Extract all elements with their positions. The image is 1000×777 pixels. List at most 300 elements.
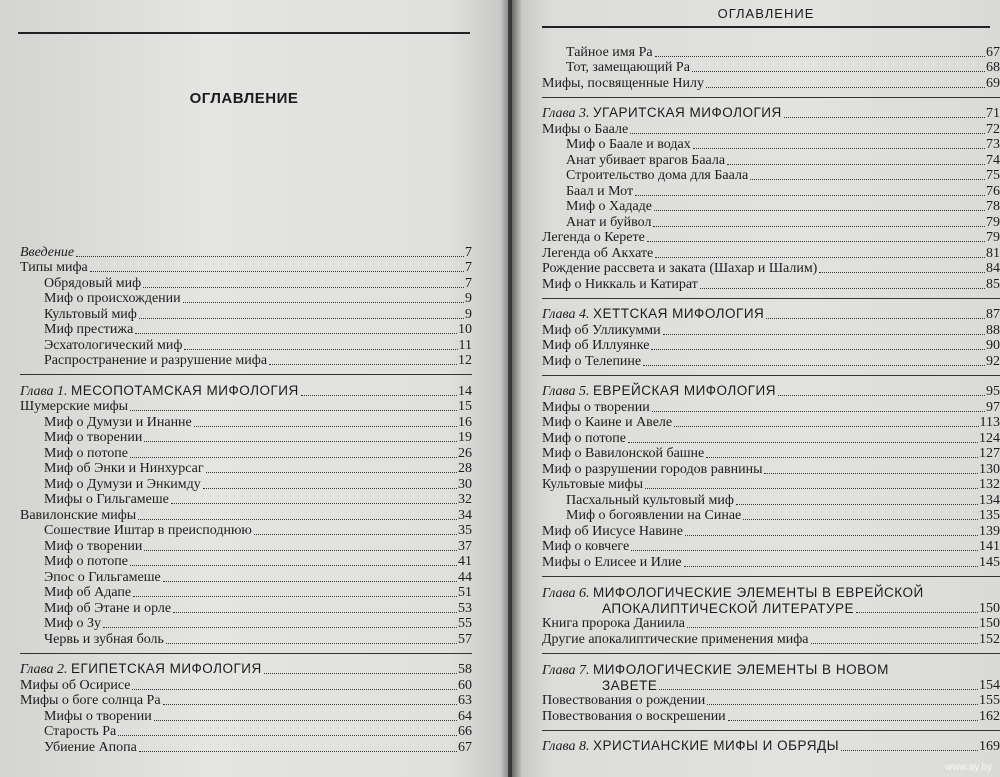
entry-title: Мифы об Осирисе bbox=[20, 677, 131, 693]
page-number: 69 bbox=[986, 75, 1000, 91]
entry-title: Миф о потопе bbox=[44, 445, 128, 461]
chapter-label: Глава 3. bbox=[542, 106, 590, 121]
page-number: 44 bbox=[458, 569, 472, 585]
entry-title: Миф об Энки и Нинхурсаг bbox=[44, 461, 204, 476]
dot-leader bbox=[269, 364, 457, 365]
chapter-divider bbox=[542, 97, 1000, 98]
chapter-heading-line bbox=[542, 600, 1000, 616]
dot-leader bbox=[685, 535, 978, 536]
dot-leader bbox=[630, 133, 985, 134]
entry-title: Мифы, посвященные Нилу bbox=[542, 75, 705, 91]
entry-title: Миф об Этане и орле bbox=[44, 600, 172, 616]
chapter-label: Глава 1. bbox=[20, 383, 68, 399]
toc-entry[interactable] bbox=[542, 214, 1000, 230]
dot-leader bbox=[133, 596, 457, 597]
toc-entry[interactable] bbox=[20, 291, 472, 307]
dot-leader bbox=[645, 488, 978, 489]
dot-leader bbox=[130, 410, 457, 411]
toc-entry[interactable] bbox=[542, 106, 1000, 122]
dot-leader bbox=[700, 288, 985, 289]
dot-leader bbox=[778, 395, 985, 396]
toc-entry[interactable] bbox=[542, 353, 1000, 369]
entry-title bbox=[20, 661, 264, 677]
dot-leader bbox=[144, 550, 457, 551]
page-number: 51 bbox=[458, 585, 472, 600]
entry-title: Миф о ковчеге bbox=[542, 539, 630, 554]
toc-entry[interactable] bbox=[20, 708, 472, 724]
toc-entry[interactable] bbox=[542, 523, 1000, 539]
toc-entry[interactable] bbox=[20, 662, 472, 678]
entry-title bbox=[542, 306, 766, 322]
entry-title: Миф о потопе bbox=[44, 554, 128, 569]
toc-entry[interactable] bbox=[542, 307, 1000, 323]
toc-entry[interactable] bbox=[20, 677, 472, 693]
dot-leader bbox=[684, 566, 978, 567]
toc-entry[interactable] bbox=[542, 384, 1000, 400]
page-number: 35 bbox=[458, 523, 472, 538]
page-number: 14 bbox=[458, 383, 472, 399]
chapter-divider bbox=[20, 653, 472, 654]
dot-leader bbox=[135, 333, 457, 334]
page-number: 10 bbox=[458, 322, 472, 337]
toc-entry[interactable] bbox=[542, 693, 1000, 709]
dot-leader bbox=[643, 365, 985, 366]
page-number: 152 bbox=[979, 631, 1000, 647]
dot-leader bbox=[659, 689, 978, 690]
page-number: 162 bbox=[979, 708, 1000, 724]
toc-entry[interactable] bbox=[20, 322, 472, 338]
entry-title: Повествования о рождении bbox=[542, 693, 706, 708]
dot-leader bbox=[736, 504, 978, 505]
entry-title: Мифы о Елисее и Илие bbox=[542, 554, 682, 570]
toc-entry[interactable] bbox=[542, 616, 1000, 632]
toc-entry[interactable] bbox=[542, 477, 1000, 493]
toc-entry[interactable] bbox=[20, 383, 472, 399]
dot-leader bbox=[171, 503, 457, 504]
dot-leader bbox=[154, 720, 457, 721]
toc-entry[interactable] bbox=[20, 739, 472, 755]
page-number: 58 bbox=[458, 662, 472, 677]
dot-leader bbox=[706, 87, 985, 88]
page-number: 141 bbox=[979, 539, 1000, 554]
entry-title: Убиение Апопа bbox=[44, 739, 137, 755]
chapter-name: ХРИСТИАНСКИЕ МИФЫ И ОБРЯДЫ bbox=[592, 738, 840, 753]
dot-leader bbox=[766, 318, 985, 319]
page-number: 130 bbox=[979, 461, 1000, 477]
page-number: 53 bbox=[458, 600, 472, 616]
toc-entry[interactable] bbox=[542, 430, 1000, 446]
toc-entry[interactable] bbox=[20, 492, 472, 508]
page-number: 19 bbox=[458, 430, 472, 445]
entry-title bbox=[542, 738, 841, 754]
chapter-name: ЕВРЕЙСКАЯ МИФОЛОГИЯ bbox=[592, 383, 777, 398]
header-rule bbox=[18, 32, 470, 34]
page-number: 155 bbox=[979, 693, 1000, 708]
page-number: 150 bbox=[979, 600, 1000, 616]
dot-leader bbox=[707, 704, 978, 705]
entry-title: Миф о Вавилонской башне bbox=[542, 446, 705, 461]
page-number: 75 bbox=[986, 168, 1000, 183]
page-number: 26 bbox=[458, 445, 472, 461]
dot-leader bbox=[653, 226, 985, 227]
entry-title: Культовый миф bbox=[44, 306, 137, 322]
toc-entry[interactable] bbox=[542, 399, 1000, 415]
page-number: 78 bbox=[986, 199, 1000, 214]
toc-entry[interactable] bbox=[542, 554, 1000, 570]
entry-title: Эсхатологический миф bbox=[44, 337, 183, 353]
page-number: 79 bbox=[986, 230, 1000, 245]
page-number: 90 bbox=[986, 338, 1000, 353]
entry-title: Миф престижа bbox=[44, 322, 134, 337]
entry-title: Мифы о Гильгамеше bbox=[44, 492, 169, 507]
page-number: 127 bbox=[979, 446, 1000, 461]
toc-entry[interactable] bbox=[542, 168, 1000, 184]
dot-leader bbox=[693, 148, 985, 149]
page-number: 55 bbox=[458, 616, 472, 631]
toc-entry[interactable] bbox=[542, 508, 1000, 524]
dot-leader bbox=[138, 519, 457, 520]
entry-title: Вавилонские мифы bbox=[20, 507, 137, 523]
toc-entry[interactable] bbox=[542, 461, 1000, 477]
entry-title: Миф о творении bbox=[44, 430, 143, 445]
entry-title: Миф о Думузи и Инанне bbox=[44, 414, 192, 430]
page-number: 87 bbox=[986, 307, 1000, 322]
toc-entry[interactable] bbox=[542, 152, 1000, 168]
dot-leader bbox=[206, 472, 457, 473]
toc-title: ОГЛАВЛЕНИЕ bbox=[189, 90, 299, 107]
entry-title: Миф об Улликумми bbox=[542, 322, 661, 338]
page-number: 66 bbox=[458, 724, 472, 739]
toc-list-right bbox=[542, 44, 1000, 754]
entry-title: Мифы о боге солнца Ра bbox=[20, 693, 161, 708]
entry-title: Миф об Адапе bbox=[44, 585, 132, 600]
page-number: 134 bbox=[979, 492, 1000, 508]
dot-leader bbox=[654, 210, 985, 211]
page-number: 16 bbox=[458, 414, 472, 430]
entry-title: Мифы о творении bbox=[44, 708, 152, 724]
dot-leader bbox=[132, 689, 457, 690]
entry-title: Распространение и разрушение мифа bbox=[44, 353, 268, 368]
right-page bbox=[512, 0, 1000, 777]
page-number: 79 bbox=[986, 214, 1000, 230]
page-number: 76 bbox=[986, 183, 1000, 199]
page-number: 7 bbox=[465, 244, 472, 260]
entry-title: Пасхальный культовый миф bbox=[566, 492, 734, 508]
page-number: 88 bbox=[986, 322, 1000, 338]
page-number: 81 bbox=[986, 245, 1000, 261]
page-number: 92 bbox=[986, 353, 1000, 369]
chapter-name: ЕГИПЕТСКАЯ МИФОЛОГИЯ bbox=[70, 661, 262, 676]
page-number: 145 bbox=[979, 554, 1000, 570]
dot-leader bbox=[264, 673, 457, 674]
toc-entry[interactable] bbox=[542, 276, 1000, 292]
toc-entry[interactable] bbox=[20, 445, 472, 461]
dot-leader bbox=[655, 56, 985, 57]
chapter-divider bbox=[542, 298, 1000, 299]
chapter-label: Глава 6. bbox=[542, 585, 590, 601]
chapter-heading-line bbox=[542, 585, 1000, 601]
entry-title: Миф о разрушении городов равнины bbox=[542, 461, 763, 477]
chapter-divider bbox=[542, 576, 1000, 577]
dot-leader bbox=[692, 71, 985, 72]
page-number: 124 bbox=[979, 430, 1000, 446]
page-number: 68 bbox=[986, 60, 1000, 75]
toc-entry[interactable] bbox=[542, 539, 1000, 555]
entry-title: Тот, замещающий Ра bbox=[566, 60, 690, 75]
entry-title bbox=[20, 383, 301, 399]
page-number: 71 bbox=[986, 106, 1000, 121]
toc-entry[interactable] bbox=[542, 261, 1000, 277]
toc-entry[interactable] bbox=[542, 631, 1000, 647]
entry-title: Миф о Каине и Авеле bbox=[542, 415, 673, 430]
toc-entry[interactable] bbox=[542, 199, 1000, 215]
dot-leader bbox=[173, 612, 457, 613]
page-number: 28 bbox=[458, 461, 472, 476]
page-number: 57 bbox=[458, 631, 472, 647]
page-number: 30 bbox=[458, 476, 472, 492]
toc-entry[interactable] bbox=[20, 353, 472, 369]
entry-title: Старость Ра bbox=[44, 724, 117, 739]
toc-entry[interactable] bbox=[542, 245, 1000, 261]
chapter-label: Глава 7. bbox=[542, 662, 590, 678]
toc-entry[interactable] bbox=[20, 414, 472, 430]
dot-leader bbox=[144, 441, 457, 442]
entry-title: Миф о Зу bbox=[44, 616, 102, 631]
toc-entry[interactable] bbox=[542, 230, 1000, 246]
entry-title: Миф о происхождении bbox=[44, 291, 181, 306]
entry-title: Типы мифа bbox=[20, 260, 88, 275]
chapter-divider bbox=[542, 653, 1000, 654]
entry-title: Баал и Мот bbox=[566, 183, 634, 199]
chapter-label: Глава 5. bbox=[542, 384, 590, 399]
chapter-divider bbox=[542, 375, 1000, 376]
entry-title: Введение bbox=[20, 244, 75, 260]
entry-title: Червь и зубная боль bbox=[44, 631, 164, 647]
toc-entry[interactable] bbox=[542, 739, 1000, 755]
toc-entry[interactable] bbox=[20, 476, 472, 492]
dot-leader bbox=[163, 704, 457, 705]
entry-title: Повествования о воскрешении bbox=[542, 708, 726, 724]
toc-entry[interactable] bbox=[542, 662, 1000, 693]
page-number: 113 bbox=[979, 415, 1000, 430]
entry-title: Шумерские мифы bbox=[20, 399, 129, 414]
chapter-label: Глава 4. bbox=[542, 307, 590, 322]
page-number: 84 bbox=[986, 261, 1000, 276]
dot-leader bbox=[663, 334, 985, 335]
toc-entry[interactable] bbox=[20, 430, 472, 446]
watermark: www.ay.by bbox=[944, 762, 992, 773]
dot-leader bbox=[183, 302, 464, 303]
toc-entry[interactable] bbox=[20, 275, 472, 291]
toc-entry[interactable] bbox=[542, 44, 1000, 60]
page-number: 12 bbox=[458, 353, 472, 368]
toc-entry[interactable] bbox=[542, 492, 1000, 508]
entry-title: Миф о Думузи и Энкимду bbox=[44, 476, 201, 492]
entry-title: Миф о Баале и водах bbox=[566, 137, 691, 152]
dot-leader bbox=[811, 643, 979, 644]
entry-title: Сошествие Иштар в преисподнюю bbox=[44, 523, 252, 538]
page-number: 7 bbox=[465, 275, 472, 291]
chapter-divider bbox=[20, 374, 472, 375]
dot-leader bbox=[254, 534, 457, 535]
dot-leader bbox=[674, 426, 978, 427]
chapter-heading-line bbox=[542, 677, 1000, 693]
entry-title: Миф о потопе bbox=[542, 430, 626, 446]
entry-title: Анат и буйвол bbox=[566, 214, 652, 230]
page-number: 73 bbox=[986, 137, 1000, 152]
toc-entry[interactable] bbox=[542, 585, 1000, 616]
toc-entry[interactable] bbox=[20, 693, 472, 709]
toc-entry[interactable] bbox=[20, 569, 472, 585]
toc-entry[interactable] bbox=[20, 507, 472, 523]
entry-title: Анат убивает врагов Баала bbox=[566, 152, 726, 168]
toc-entry[interactable] bbox=[20, 399, 472, 415]
toc-entry[interactable] bbox=[20, 585, 472, 601]
toc-entry[interactable] bbox=[542, 322, 1000, 338]
entry-title bbox=[542, 383, 778, 399]
toc-entry[interactable] bbox=[20, 337, 472, 353]
entry-title: Миф о Хададе bbox=[566, 199, 653, 214]
dot-leader bbox=[841, 750, 978, 751]
chapter-name: УГАРИТСКАЯ МИФОЛОГИЯ bbox=[592, 105, 782, 120]
toc-entry[interactable] bbox=[20, 631, 472, 647]
entry-title: Мифы о творении bbox=[542, 399, 650, 415]
dot-leader bbox=[139, 751, 457, 752]
page-number: 95 bbox=[986, 384, 1000, 399]
page-number: 37 bbox=[458, 538, 472, 554]
page-number: 64 bbox=[458, 708, 472, 724]
page-number: 15 bbox=[458, 399, 472, 414]
chapter-divider bbox=[542, 730, 1000, 731]
toc-entry[interactable] bbox=[20, 600, 472, 616]
toc-entry[interactable] bbox=[542, 183, 1000, 199]
dot-leader bbox=[118, 735, 457, 736]
page-number: 60 bbox=[458, 677, 472, 693]
dot-leader bbox=[784, 117, 985, 118]
toc-entry[interactable] bbox=[20, 523, 472, 539]
dot-leader bbox=[764, 473, 978, 474]
page-number: 63 bbox=[458, 693, 472, 708]
entry-title: Обрядовый миф bbox=[44, 275, 142, 291]
dot-leader bbox=[750, 179, 985, 180]
toc-entry[interactable] bbox=[542, 446, 1000, 462]
dot-leader bbox=[163, 581, 457, 582]
toc-entry[interactable] bbox=[20, 244, 472, 260]
chapter-name: ХЕТТСКАЯ МИФОЛОГИЯ bbox=[592, 306, 765, 321]
dot-leader bbox=[166, 643, 457, 644]
toc-entry[interactable] bbox=[20, 724, 472, 740]
page-number: 9 bbox=[465, 306, 472, 322]
chapter-label: Глава 2. bbox=[20, 662, 68, 677]
toc-entry[interactable] bbox=[542, 121, 1000, 137]
page-number: 85 bbox=[986, 276, 1000, 292]
entry-title: Книга пророка Даниила bbox=[542, 616, 686, 631]
page-number: 34 bbox=[458, 507, 472, 523]
chapter-name: МИФОЛОГИЧЕСКИЕ ЭЛЕМЕНТЫ В НОВОМ bbox=[592, 661, 889, 677]
toc-list-left bbox=[20, 244, 472, 755]
dot-leader bbox=[631, 550, 978, 551]
dot-leader bbox=[706, 457, 978, 458]
chapter-label: Глава 8. bbox=[542, 739, 590, 754]
entry-title: Другие апокалиптические применения мифа bbox=[542, 631, 809, 647]
dot-leader bbox=[203, 488, 457, 489]
chapter-name: МИФОЛОГИЧЕСКИЕ ЭЛЕМЕНТЫ В ЕВРЕЙСКОЙ bbox=[592, 584, 924, 600]
entry-title bbox=[542, 105, 784, 121]
entry-title: Строительство дома для Баала bbox=[566, 168, 749, 183]
toc-entry[interactable] bbox=[20, 461, 472, 477]
dot-leader bbox=[130, 457, 457, 458]
dot-leader bbox=[103, 627, 457, 628]
entry-title: Рождение рассвета и заката (Шахар и Шалим) bbox=[542, 261, 818, 276]
page-number: 32 bbox=[458, 492, 472, 507]
dot-leader bbox=[856, 612, 978, 613]
page-number: 7 bbox=[465, 260, 472, 275]
dot-leader bbox=[143, 287, 464, 288]
entry-title: Тайное имя Ра bbox=[566, 44, 653, 60]
toc-entry[interactable] bbox=[20, 616, 472, 632]
dot-leader bbox=[628, 442, 978, 443]
page-number: 97 bbox=[986, 399, 1000, 415]
page-number: 11 bbox=[458, 337, 472, 353]
toc-entry[interactable] bbox=[542, 415, 1000, 431]
dot-leader bbox=[184, 349, 457, 350]
dot-leader bbox=[139, 318, 464, 319]
toc-entry[interactable] bbox=[542, 75, 1000, 91]
entry-title: Миф о Телепине bbox=[542, 353, 642, 369]
dot-leader bbox=[90, 271, 464, 272]
toc-entry[interactable] bbox=[20, 260, 472, 276]
toc-entry[interactable] bbox=[20, 306, 472, 322]
page-number: 67 bbox=[458, 739, 472, 755]
dot-leader bbox=[635, 195, 985, 196]
toc-entry[interactable] bbox=[20, 538, 472, 554]
page-number: 9 bbox=[465, 291, 472, 306]
page-number: 154 bbox=[979, 677, 1000, 693]
chapter-name: МЕСОПОТАМСКАЯ МИФОЛОГИЯ bbox=[70, 382, 299, 398]
page-number: 139 bbox=[979, 523, 1000, 539]
toc-entry[interactable] bbox=[542, 708, 1000, 724]
dot-leader bbox=[728, 720, 978, 721]
entry-title: Легенда об Акхате bbox=[542, 245, 654, 261]
entry-title: Миф об Иллуянке bbox=[542, 338, 650, 353]
page-number: 67 bbox=[986, 44, 1000, 60]
toc-entry[interactable] bbox=[542, 338, 1000, 354]
entry-title: Миф о Никкаль и Катират bbox=[542, 276, 698, 292]
dot-leader bbox=[76, 256, 464, 257]
dot-leader bbox=[647, 241, 985, 242]
toc-entry[interactable] bbox=[542, 137, 1000, 153]
page-number: 135 bbox=[979, 508, 1000, 523]
dot-leader bbox=[194, 426, 457, 427]
toc-entry[interactable] bbox=[20, 554, 472, 570]
page-number: 74 bbox=[986, 152, 1000, 168]
page-number: 132 bbox=[979, 477, 1000, 492]
entry-title: Мифы о Баале bbox=[542, 121, 629, 137]
dot-leader bbox=[727, 164, 985, 165]
page-number: 41 bbox=[458, 554, 472, 569]
entry-title: Легенда о Керете bbox=[542, 230, 645, 245]
dot-leader bbox=[130, 565, 457, 566]
header-rule bbox=[542, 26, 990, 28]
running-head: ОГЛАВЛЕНИЕ bbox=[717, 6, 815, 21]
dot-leader bbox=[655, 257, 985, 258]
dot-leader bbox=[301, 395, 457, 396]
dot-leader bbox=[819, 272, 985, 273]
toc-entry[interactable] bbox=[542, 60, 1000, 76]
chapter-name: ЗАВЕТЕ bbox=[602, 677, 658, 693]
chapter-name: АПОКАЛИПТИЧЕСКОЙ ЛИТЕРАТУРЕ bbox=[602, 600, 855, 616]
dot-leader bbox=[651, 349, 985, 350]
